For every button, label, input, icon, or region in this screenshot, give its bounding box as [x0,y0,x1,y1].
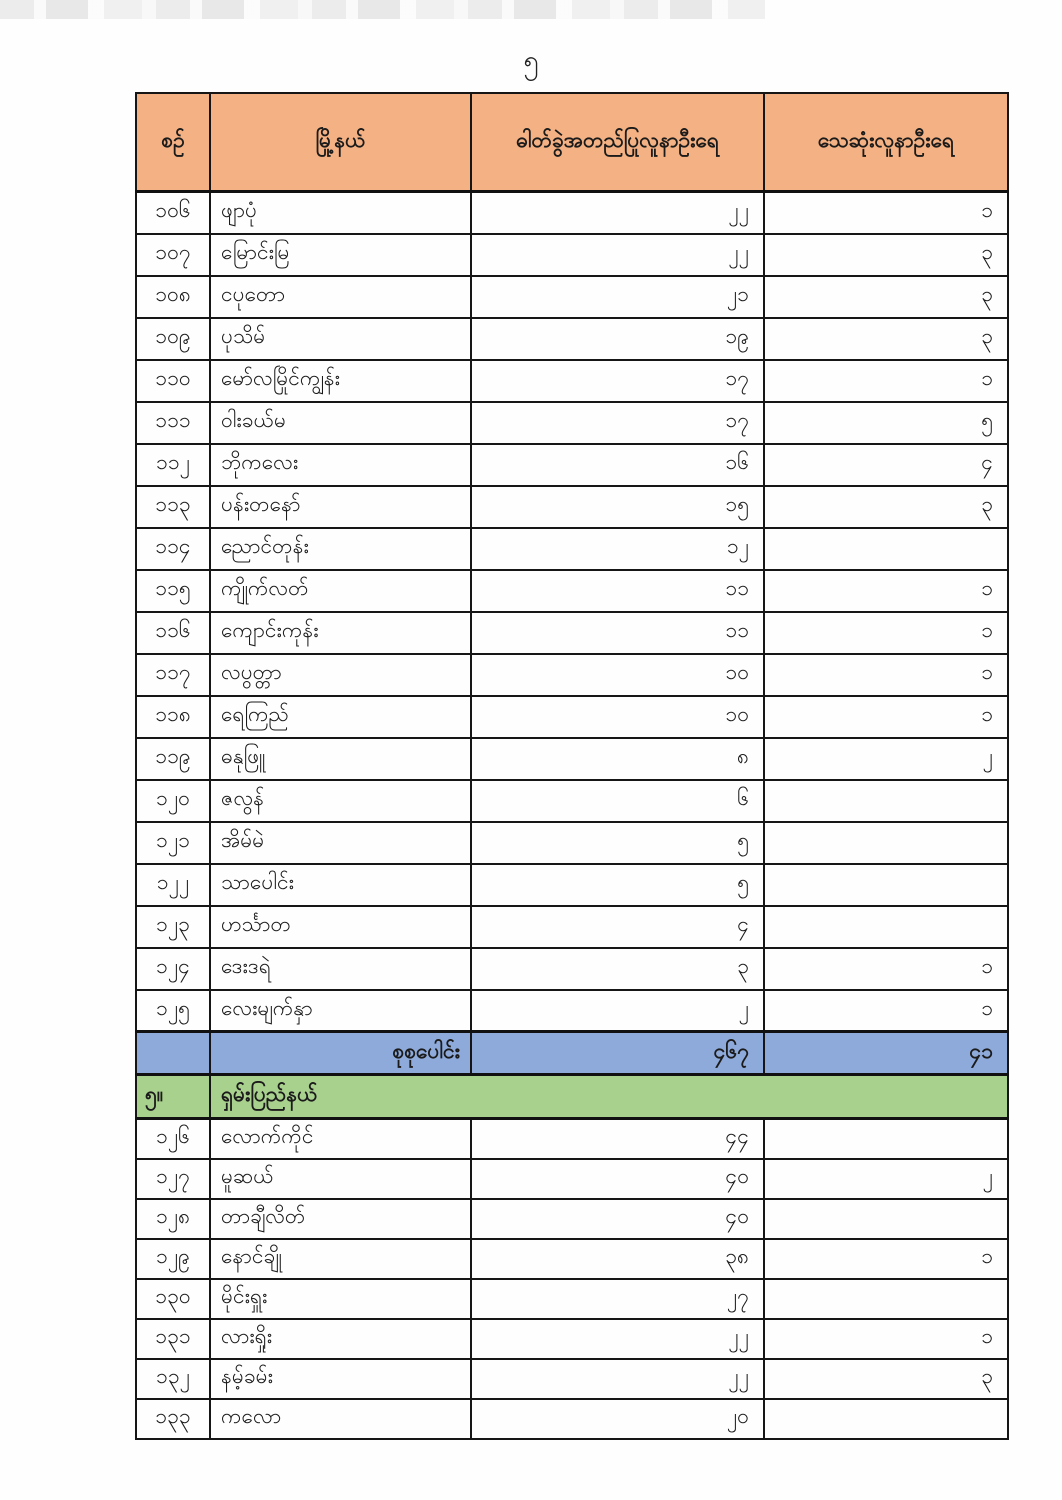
table-row [136,654,1008,696]
table-row [136,864,1008,906]
cell-deaths [764,1199,1008,1239]
cell-serial: ၁၃၀ [136,1279,210,1319]
table-row [136,696,1008,738]
cell-total-blank [136,1032,210,1075]
cell-confirmed: ၂၇ [471,1279,764,1319]
cell-serial: ၁၀၇ [136,234,210,276]
cell-confirmed: ၂၁ [471,276,764,318]
table-row [136,612,1008,654]
column-header-deaths: သေဆုံးလူနာဦးရေ [764,93,1008,192]
cell-serial: ၁၁၅ [136,570,210,612]
cell-confirmed: ၂၂ [471,1319,764,1359]
cell-serial: ၁၂၃ [136,906,210,948]
table-row [136,234,1008,276]
cell-serial: ၁၂၇ [136,1159,210,1199]
cell-confirmed: ၃၈ [471,1239,764,1279]
cell-deaths: ၁ [764,192,1008,234]
cell-confirmed: ၁၅ [471,486,764,528]
cell-serial: ၁၂၁ [136,822,210,864]
cell-serial: ၁၁၉ [136,738,210,780]
cell-serial: ၁၂၀ [136,780,210,822]
cell-serial: ၁၃၂ [136,1359,210,1399]
cell-township: သာပေါင်း [210,864,471,906]
cell-serial: ၁၂၉ [136,1239,210,1279]
cell-deaths: ၄ [764,444,1008,486]
cell-township: လေးမျက်နှာ [210,990,471,1032]
cell-deaths: ၃ [764,276,1008,318]
cell-confirmed: ၃ [471,948,764,990]
cell-confirmed: ၂၂ [471,234,764,276]
cell-township: ဓနုဖြူ [210,738,471,780]
cell-deaths [764,1279,1008,1319]
table-row [136,486,1008,528]
cell-township: ကလော [210,1399,471,1439]
cell-confirmed: ၄ [471,906,764,948]
cell-township: လပွတ္တာ [210,654,471,696]
cell-township: ဒေးဒရဲ [210,948,471,990]
cell-deaths: ၃ [764,1359,1008,1399]
cell-confirmed: ၄၄ [471,1119,764,1159]
cell-confirmed: ၁၀ [471,696,764,738]
table-row [136,990,1008,1032]
cell-deaths: ၁ [764,1319,1008,1359]
cell-confirmed: ၂၂ [471,1359,764,1399]
cell-serial: ၁၁၈ [136,696,210,738]
cell-confirmed: ၂ [471,990,764,1032]
cell-serial: ၁၁၀ [136,360,210,402]
table-row [136,192,1008,234]
cell-total-confirmed: ၄၆၇ [471,1032,764,1075]
cell-deaths [764,780,1008,822]
cell-confirmed: ၄၀ [471,1159,764,1199]
cell-deaths: ၃ [764,234,1008,276]
cell-deaths [764,864,1008,906]
table-row [136,1119,1008,1159]
scan-artifact-strip [0,0,765,19]
covid-township-table [135,92,1009,1440]
cell-township: ငပုတော [210,276,471,318]
table-row [136,276,1008,318]
table-row [136,1399,1008,1439]
cell-township: ရေကြည် [210,696,471,738]
table-row [136,822,1008,864]
total-row [136,1032,1008,1075]
cell-confirmed: ၈ [471,738,764,780]
cell-township: တာချီလိတ် [210,1199,471,1239]
table-row [136,906,1008,948]
cell-township: နောင်ချို [210,1239,471,1279]
table-row [136,570,1008,612]
table-row [136,1159,1008,1199]
cell-serial: ၁၀၈ [136,276,210,318]
cell-deaths: ၁ [764,654,1008,696]
cell-township: ပန်းတနော် [210,486,471,528]
cell-serial: ၁၁၂ [136,444,210,486]
cell-section-number: ၅။ [136,1075,210,1119]
cell-deaths [764,822,1008,864]
cell-township: ပုသိမ် [210,318,471,360]
cell-confirmed: ၂၀ [471,1399,764,1439]
table-row [136,1279,1008,1319]
cell-township: ညောင်တုန်း [210,528,471,570]
cell-serial: ၁၀၆ [136,192,210,234]
cell-township: ဖျာပုံ [210,192,471,234]
cell-serial: ၁၂၂ [136,864,210,906]
cell-deaths: ၃ [764,318,1008,360]
column-header-confirmed: ဓါတ်ခွဲအတည်ပြုလူနာဦးရေ [471,93,764,192]
cell-serial: ၁၁၃ [136,486,210,528]
cell-serial: ၁၂၅ [136,990,210,1032]
cell-confirmed: ၂၂ [471,192,764,234]
cell-township: မိုင်းရှူး [210,1279,471,1319]
cell-serial: ၁၁၄ [136,528,210,570]
page-number: ၅ [523,45,539,76]
cell-serial: ၁၂၆ [136,1119,210,1159]
table-row [136,528,1008,570]
table-row [136,1199,1008,1239]
cell-township: အိမ်မဲ [210,822,471,864]
cell-township: ဝါးခယ်မ [210,402,471,444]
cell-total-label: စုစုပေါင်း [210,1032,471,1075]
cell-deaths [764,1399,1008,1439]
cell-deaths: ၁ [764,948,1008,990]
column-header-serial: စဉ် [136,93,210,192]
cell-serial: ၁၀၉ [136,318,210,360]
cell-confirmed: ၁၇ [471,402,764,444]
cell-deaths [764,906,1008,948]
cell-township: မူဆယ် [210,1159,471,1199]
cell-township: လားရှိုး [210,1319,471,1359]
cell-serial: ၁၃၃ [136,1399,210,1439]
cell-township: နမ့်ခမ်း [210,1359,471,1399]
cell-deaths: ၁ [764,570,1008,612]
cell-confirmed: ၁၇ [471,360,764,402]
cell-confirmed: ၁၀ [471,654,764,696]
table-row [136,738,1008,780]
cell-serial: ၁၃၁ [136,1319,210,1359]
cell-confirmed: ၅ [471,864,764,906]
cell-deaths: ၂ [764,1159,1008,1199]
cell-township: လောက်ကိုင် [210,1119,471,1159]
column-header-township: မြို့နယ် [210,93,471,192]
cell-deaths: ၁ [764,360,1008,402]
cell-deaths: ၁ [764,1239,1008,1279]
table-row [136,318,1008,360]
cell-confirmed: ၄၀ [471,1199,764,1239]
cell-confirmed: ၁၆ [471,444,764,486]
cell-township: မြောင်းမြ [210,234,471,276]
table-row [136,948,1008,990]
cell-confirmed: ၅ [471,822,764,864]
cell-serial: ၁၂၈ [136,1199,210,1239]
table-row [136,402,1008,444]
cell-deaths: ၁ [764,696,1008,738]
table-row [136,360,1008,402]
cell-confirmed: ၁၉ [471,318,764,360]
table-total-section [136,1032,1008,1119]
cell-confirmed: ၁၂ [471,528,764,570]
cell-confirmed: ၁၁ [471,612,764,654]
cell-township: ဇလွန် [210,780,471,822]
table-header-row [136,93,1008,192]
section-header-row [136,1075,1008,1119]
table-body-section-2 [136,1119,1008,1439]
cell-confirmed: ၁၁ [471,570,764,612]
table-row [136,444,1008,486]
cell-section-name: ရှမ်းပြည်နယ် [210,1075,1008,1119]
cell-deaths [764,528,1008,570]
table-body-section-1 [136,192,1008,1032]
cell-deaths: ၃ [764,486,1008,528]
table-row [136,1319,1008,1359]
cell-serial: ၁၁၇ [136,654,210,696]
table-row [136,780,1008,822]
cell-deaths: ၅ [764,402,1008,444]
cell-township: မော်လမြိုင်ကျွန်း [210,360,471,402]
cell-deaths: ၁ [764,990,1008,1032]
cell-deaths [764,1119,1008,1159]
cell-serial: ၁၁၁ [136,402,210,444]
table-row [136,1239,1008,1279]
cell-township: ဟင်္သာတ [210,906,471,948]
cell-township: ကျိုက်လတ် [210,570,471,612]
cell-serial: ၁၂၄ [136,948,210,990]
cell-township: ကျောင်းကုန်း [210,612,471,654]
cell-deaths: ၁ [764,612,1008,654]
cell-serial: ၁၁၆ [136,612,210,654]
table-row [136,1359,1008,1399]
cell-total-deaths: ၄၁ [764,1032,1008,1075]
cell-township: ဘိုကလေး [210,444,471,486]
cell-confirmed: ၆ [471,780,764,822]
cell-deaths: ၂ [764,738,1008,780]
